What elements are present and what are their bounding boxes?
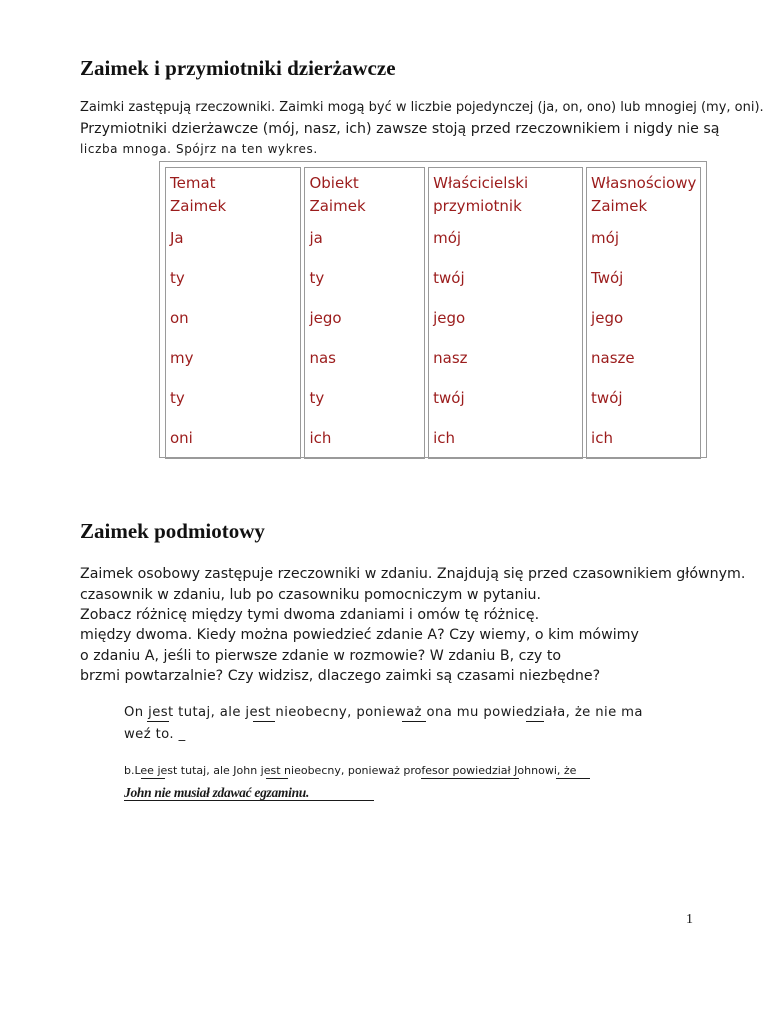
table-cell: ja: [309, 229, 323, 247]
table-column-possessive-pronoun: [586, 167, 701, 459]
table-cell: jego: [309, 309, 342, 327]
paragraph-line-6: brzmi powtarzalnie? Czy widzisz, dlaczego zaimki są czasami niezbędne?: [80, 668, 601, 684]
section-title-subject-pronoun: Zaimek podmiotowy: [80, 519, 265, 543]
table-cell: oni: [170, 429, 193, 447]
table-cell: my: [170, 349, 194, 367]
underline-mark: [124, 800, 374, 801]
paragraph-line-1: Zaimek osobowy zastępuje rzeczowniki w zdaniu. Znajdują się przed czasownikiem głównym.: [80, 566, 746, 582]
underline-mark: [253, 721, 275, 722]
column-header: Zaimek: [309, 197, 366, 215]
table-cell: twój: [433, 389, 465, 407]
column-header: Obiekt: [309, 174, 359, 192]
page-number: 1: [686, 912, 693, 927]
table-cell: ty: [170, 269, 185, 287]
table-cell: on: [170, 309, 189, 327]
table-cell: nasz: [433, 349, 468, 367]
table-column-possessive-adjective: [428, 167, 583, 459]
table-cell: nasze: [591, 349, 635, 367]
intro-line-1: Zaimki zastępują rzeczowniki. Zaimki mogą być w liczbie pojedynczej (ja, on, ono) lub mnogiej (my, oni).: [80, 100, 764, 115]
column-header: przymiotnik: [433, 197, 522, 215]
table-cell: twój: [433, 269, 465, 287]
table-cell: Twój: [591, 269, 624, 287]
table-cell: twój: [591, 389, 623, 407]
column-header: Zaimek: [591, 197, 648, 215]
underline-mark: [266, 778, 288, 779]
table-column-object-pronoun: [304, 167, 425, 459]
underline-mark: [402, 721, 426, 722]
table-cell: nas: [309, 349, 336, 367]
table-cell: ty: [309, 389, 325, 407]
underline-mark: [421, 778, 519, 779]
underline-mark: [141, 778, 165, 779]
intro-line-2: Przymiotniki dzierżawcze (mój, nasz, ich) zawsze stoją przed rzeczownikiem i nigdy nie są: [80, 121, 720, 137]
table-cell: mój: [433, 229, 462, 247]
column-header: Zaimek: [170, 197, 227, 215]
paragraph-line-2: czasownik w zdaniu, lub po czasowniku pomocniczym w pytaniu.: [80, 587, 542, 603]
table-cell: jego: [433, 309, 466, 327]
table-cell: ty: [309, 269, 325, 287]
column-header: Temat: [170, 174, 216, 192]
underline-mark: [147, 721, 169, 722]
table-column-subject-pronoun: [165, 167, 301, 459]
table-cell: ich: [591, 429, 613, 447]
paragraph-line-3: Zobacz różnicę między tymi dwoma zdaniami i omów tę różnicę.: [80, 607, 540, 623]
table-cell: Ja: [170, 229, 184, 247]
example-a-line-1: On jest tutaj, ale jest nieobecny, ponieważ ona mu powiedziała, że nie ma: [124, 705, 643, 720]
underline-mark: [556, 778, 590, 779]
table-cell: jego: [591, 309, 624, 327]
section-title-possessives: Zaimek i przymiotniki dzierżawcze: [80, 56, 396, 80]
underline-mark: [526, 721, 544, 722]
table-cell: ich: [433, 429, 456, 447]
example-a-line-2: weź to. _: [124, 727, 186, 742]
table-cell: ich: [309, 429, 332, 447]
intro-line-3: liczba mnoga. Spójrz na ten wykres.: [80, 142, 318, 156]
paragraph-line-4: między dwoma. Kiedy można powiedzieć zdanie A? Czy wiemy, o kim mówimy: [80, 627, 639, 643]
pronoun-table: [159, 161, 707, 458]
example-b-line-1: b.Lee jest tutaj, ale John jest nieobecny, ponieważ profesor powiedział Johnowi, że: [124, 764, 577, 777]
example-b-line-2: John nie musiał zdawać egzaminu.: [124, 785, 310, 800]
paragraph-line-5: o zdaniu A, jeśli to pierwsze zdanie w rozmowie? W zdaniu B, czy to: [80, 648, 562, 664]
column-header: Własnościowy: [591, 174, 697, 192]
table-cell: mój: [591, 229, 620, 247]
table-cell: ty: [170, 389, 185, 407]
column-header: Właścicielski: [433, 174, 529, 192]
